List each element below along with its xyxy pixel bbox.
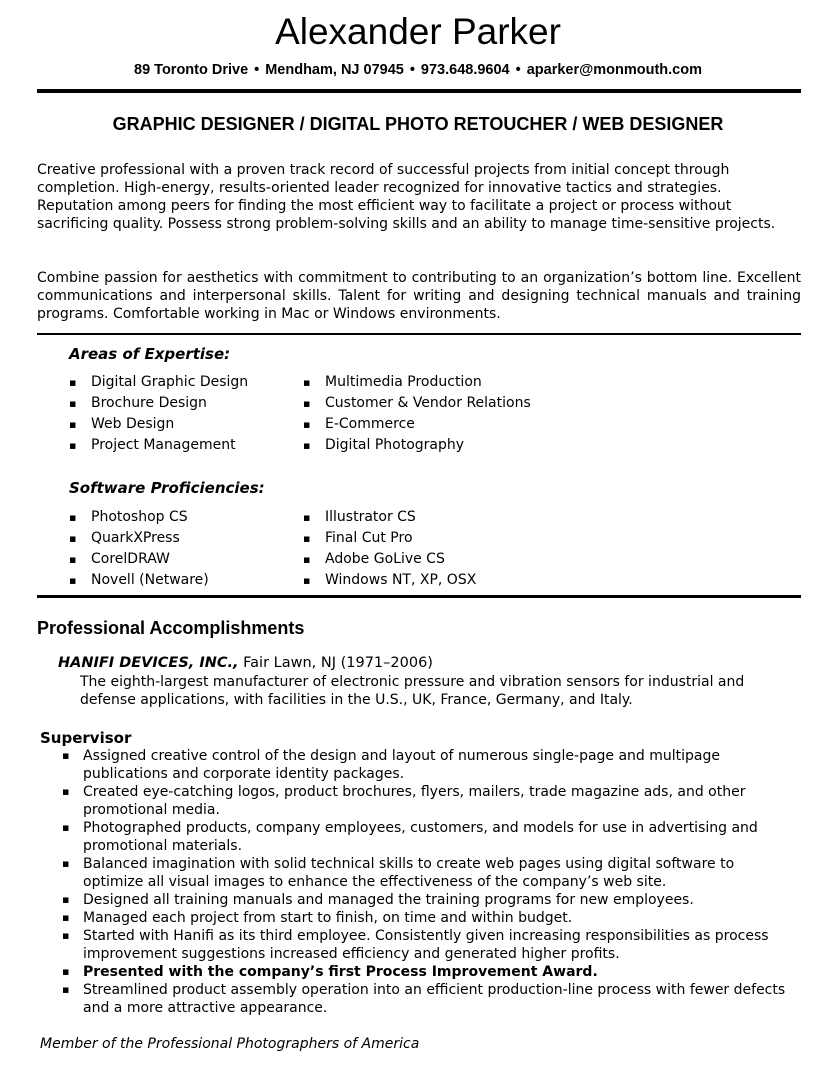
bullet-icon: ▪ [69, 553, 77, 566]
summary-paragraph-1: Creative professional with a proven track record of successful projects from initial concept through completion. High-energy, results-oriented leader recognized for innovative tactics and strategies. Reputation among peers for finding the most efficient way to facilitate a project or process without sacrificing quality. Possess strong problem-solving skills and an ability to manage time-sensitive projects. [37, 162, 776, 232]
contact-city: Mendham, NJ 07945 [265, 62, 404, 78]
company-name: HANIFI DEVICES, INC., [58, 655, 239, 671]
bullet-icon: ▪ [303, 511, 311, 524]
company-line [58, 653, 433, 673]
expertise-list-left [69, 372, 248, 456]
bullet-icon: ▪ [69, 376, 77, 389]
list-item: ▪ Project Management [69, 435, 248, 456]
contact-separator: • [515, 62, 521, 78]
list-item: ▪ Photoshop CS [69, 507, 209, 528]
expertise-title: Areas of Expertise: [69, 345, 231, 363]
list-item: ▪ Digital Graphic Design [69, 372, 248, 393]
bullet-icon: ▪ [303, 574, 311, 587]
software-list-left [69, 507, 209, 591]
bullet-icon: ▪ [62, 929, 70, 942]
bullet-icon: ▪ [303, 439, 311, 452]
list-item: ▪ Photographed products, company employees, customers, and models for use in advertising and promotional materials. [62, 820, 758, 854]
header-rule [37, 89, 801, 93]
summary-paragraph-2: Combine passion for aesthetics with commitment to contributing to an organization’s bottom line. Excellent communications and interpersonal skills. Talent for writing and designing technical manuals and training programs. Comfortable working in Mac or Windows environments. [37, 270, 801, 322]
bullet-icon: ▪ [303, 397, 311, 410]
bullet-icon: ▪ [62, 983, 70, 996]
accomplishments-title: Professional Accomplishments [37, 618, 305, 638]
list-item: ▪ CorelDRAW [69, 549, 209, 570]
list-item: ▪ Customer & Vendor Relations [303, 393, 531, 414]
list-item: ▪ QuarkXPress [69, 528, 209, 549]
contact-phone: 973.648.9604 [420, 62, 510, 78]
bullet-icon: ▪ [62, 911, 70, 924]
list-item: ▪ Started with Hanifi as its third employee. Consistently given increasing responsibilities as process improvement suggestions increased efficiency and generated higher profits. [62, 928, 769, 962]
bullet-icon: ▪ [303, 553, 311, 566]
job-headline: GRAPHIC DESIGNER / DIGITAL PHOTO RETOUCHER / WEB DESIGNER [112, 114, 724, 134]
list-item: ▪ Created eye-catching logos, product brochures, flyers, mailers, trade magazine ads, and other promotional media. [62, 784, 746, 818]
bullet-icon: ▪ [62, 821, 70, 834]
bullet-icon: ▪ [69, 397, 77, 410]
contact-line [0, 60, 826, 80]
role-title: Supervisor [40, 729, 132, 747]
contact-address: 89 Toronto Drive [134, 62, 249, 78]
duties-list [62, 747, 792, 1017]
membership-note: Member of the Professional Photographers of America [40, 1036, 420, 1052]
list-item: ▪ Multimedia Production [303, 372, 531, 393]
list-item: ▪ Brochure Design [69, 393, 248, 414]
bullet-icon: ▪ [62, 965, 70, 978]
bullet-icon: ▪ [62, 749, 70, 762]
software-list-right [303, 507, 476, 591]
bullet-icon: ▪ [62, 785, 70, 798]
bullet-icon: ▪ [62, 857, 70, 870]
list-item: ▪ Balanced imagination with solid technical skills to create web pages using digital software to optimize all visual images to enhance the effectiveness of the company’s web site. [62, 856, 735, 890]
list-item: ▪ Final Cut Pro [303, 528, 476, 549]
company-details: Fair Lawn, NJ (1971–2006) [238, 655, 433, 671]
company-description: The eighth-largest manufacturer of electronic pressure and vibration sensors for industrial and defense applications, with facilities in the U.S., UK, France, Germany, and Italy. [80, 674, 745, 708]
list-item: ▪ Adobe GoLive CS [303, 549, 476, 570]
list-item: ▪ Assigned creative control of the design and layout of numerous single-page and multipage publications and corporate identity packages. [62, 748, 721, 782]
list-item-award: ▪ Presented with the company’s first Process Improvement Award. [62, 964, 598, 980]
list-item: ▪ E-Commerce [303, 414, 531, 435]
summary-rule [37, 333, 801, 335]
list-item: ▪ Illustrator CS [303, 507, 476, 528]
bullet-icon: ▪ [303, 532, 311, 545]
list-item: ▪ Windows NT, XP, OSX [303, 570, 476, 591]
bullet-icon: ▪ [69, 532, 77, 545]
bullet-icon: ▪ [69, 439, 77, 452]
list-item: ▪ Managed each project from start to finish, on time and within budget. [62, 910, 573, 926]
list-item: ▪ Streamlined product assembly operation into an efficient production-line process with fewer defects and a more attractive appearance. [62, 982, 786, 1016]
contact-separator: • [409, 62, 415, 78]
candidate-name: Alexander Parker [275, 11, 561, 52]
bullet-icon: ▪ [303, 418, 311, 431]
skills-rule [37, 595, 801, 598]
bullet-icon: ▪ [69, 511, 77, 524]
software-title: Software Proficiencies: [69, 479, 265, 497]
list-item: ▪ Web Design [69, 414, 248, 435]
list-item: ▪ Novell (Netware) [69, 570, 209, 591]
list-item: ▪ Designed all training manuals and managed the training programs for new employees. [62, 892, 694, 908]
expertise-list-right [303, 372, 531, 456]
bullet-icon: ▪ [69, 418, 77, 431]
list-item: ▪ Digital Photography [303, 435, 531, 456]
bullet-icon: ▪ [303, 376, 311, 389]
bullet-icon: ▪ [69, 574, 77, 587]
bullet-icon: ▪ [62, 893, 70, 906]
contact-email: aparker@monmouth.com [526, 62, 702, 78]
contact-separator: • [254, 62, 260, 78]
